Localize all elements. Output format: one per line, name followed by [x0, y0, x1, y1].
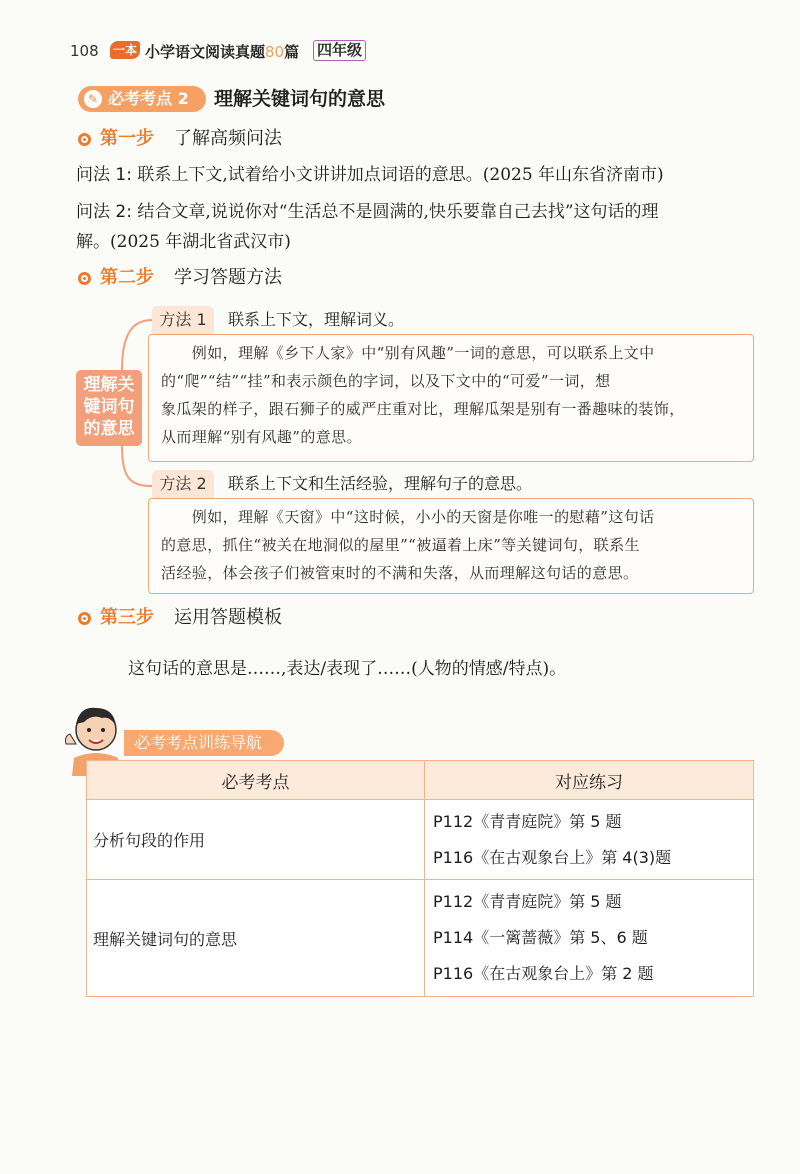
step1-title: 了解高频问法 — [174, 128, 282, 149]
kaodian-badge-label: 必考考点 2 — [108, 89, 189, 108]
step2-title: 学习答题方法 — [174, 267, 282, 288]
question-2-lead: 问法 2: — [76, 202, 132, 222]
step2-heading — [78, 266, 282, 290]
question-1 — [76, 160, 756, 191]
method-1-tab: 方法 1 — [152, 306, 214, 334]
exercise-item: P112《青青庭院》第 5 题 — [433, 892, 622, 911]
book-title-a: 小学语文阅读真题 — [145, 43, 266, 61]
exercise-item: P114《一篱蔷薇》第 5、6 题 — [433, 928, 648, 947]
col-header: 必考考点 — [87, 761, 425, 800]
grade-badge: 四年级 — [313, 40, 366, 61]
method-2-box — [148, 498, 754, 594]
book-title — [145, 41, 299, 62]
col-header: 对应练习 — [425, 761, 754, 800]
table-row — [87, 880, 754, 997]
text-line: 的意思，抓住“被关在地洞似的屋里”“被逼着上床”等关键词句，联系生 — [161, 536, 640, 554]
question-2 — [76, 197, 766, 228]
circle-bullet-icon — [78, 612, 91, 625]
text-line: 活经验，体会孩子们被管束时的不满和失落，从而理解这句话的意思。 — [161, 564, 639, 582]
step3-heading — [78, 606, 282, 630]
text-line: 例如，理解《乡下人家》中“别有风趣”一词的意思，可以联系上文中 — [161, 344, 655, 362]
method-2-text — [149, 499, 753, 587]
question-1-text: 联系上下文,试着给小文讲讲加点词语的意思。(2025 年山东省济南市) — [137, 165, 664, 185]
text-line: 例如，理解《天窗》中“这时候，小小的天窗是你唯一的慰藉”这句话 — [161, 508, 655, 526]
method-2-heading: 联系上下文和生活经验，理解句子的意思。 — [228, 474, 533, 493]
nav-table — [86, 760, 754, 997]
table-cell-exercises — [425, 880, 754, 997]
method-1-header — [152, 306, 752, 336]
table-cell-point: 理解关键词句的意思 — [87, 880, 425, 997]
table-cell-exercises — [425, 800, 754, 880]
table-row — [87, 800, 754, 880]
page-number: 108 — [70, 42, 99, 60]
exercise-item: P116《在古观象台上》第 4(3)题 — [433, 847, 672, 867]
step1-heading — [78, 127, 282, 151]
method-summary-badge — [76, 370, 142, 446]
badge-line: 的意思 — [83, 419, 135, 439]
exercise-item: P112《青青庭院》第 5 题 — [433, 811, 622, 831]
step2-label: 第二步 — [100, 267, 154, 288]
brand-badge: 一本 — [110, 41, 140, 59]
method-2-header — [152, 470, 752, 500]
method-2-tab: 方法 2 — [152, 470, 214, 498]
kaodian-badge — [78, 86, 206, 112]
method-1-text — [149, 335, 753, 451]
question-2-text: 结合文章,说说你对“生活总不是圆满的,快乐要靠自己去找”这句话的理 — [137, 202, 659, 222]
table-header-row — [87, 761, 754, 800]
text-line: 从而理解“别有风趣”的意思。 — [161, 428, 362, 446]
badge-line: 键词句 — [83, 397, 135, 417]
text-line: 的“爬”“结”“挂”和表示颜色的字词，以及下文中的“可爱”一词，想 — [161, 372, 611, 390]
circle-bullet-icon — [78, 272, 91, 285]
kaodian-title: 理解关键词句的意思 — [214, 88, 386, 110]
text-line: 象瓜架的样子，跟石狮子的威严庄重对比，理解瓜架是别有一番趣味的装饰， — [161, 400, 685, 418]
nav-title-bar: 必考考点训练导航 — [124, 730, 284, 756]
step1-label: 第一步 — [100, 128, 154, 149]
question-2-cont: 解。(2025 年湖北省武汉市) — [76, 232, 291, 252]
book-title-b: 篇 — [284, 43, 300, 61]
method-1-heading: 联系上下文，理解词义。 — [228, 310, 405, 329]
step3-label: 第三步 — [100, 607, 154, 628]
question-1-lead: 问法 1: — [76, 165, 132, 185]
circle-bullet-icon — [78, 133, 91, 146]
method-1-box — [148, 334, 754, 462]
table-cell-point: 分析句段的作用 — [87, 800, 425, 880]
badge-line: 理解关 — [83, 375, 135, 395]
book-title-num: 80 — [265, 43, 285, 61]
exercise-item: P116《在古观象台上》第 2 题 — [433, 964, 654, 983]
pencil-icon: ✎ — [84, 90, 102, 108]
answer-template: 这句话的意思是……,表达/表现了……(人物的情感/特点)。 — [128, 659, 567, 679]
step3-title: 运用答题模板 — [174, 607, 282, 628]
